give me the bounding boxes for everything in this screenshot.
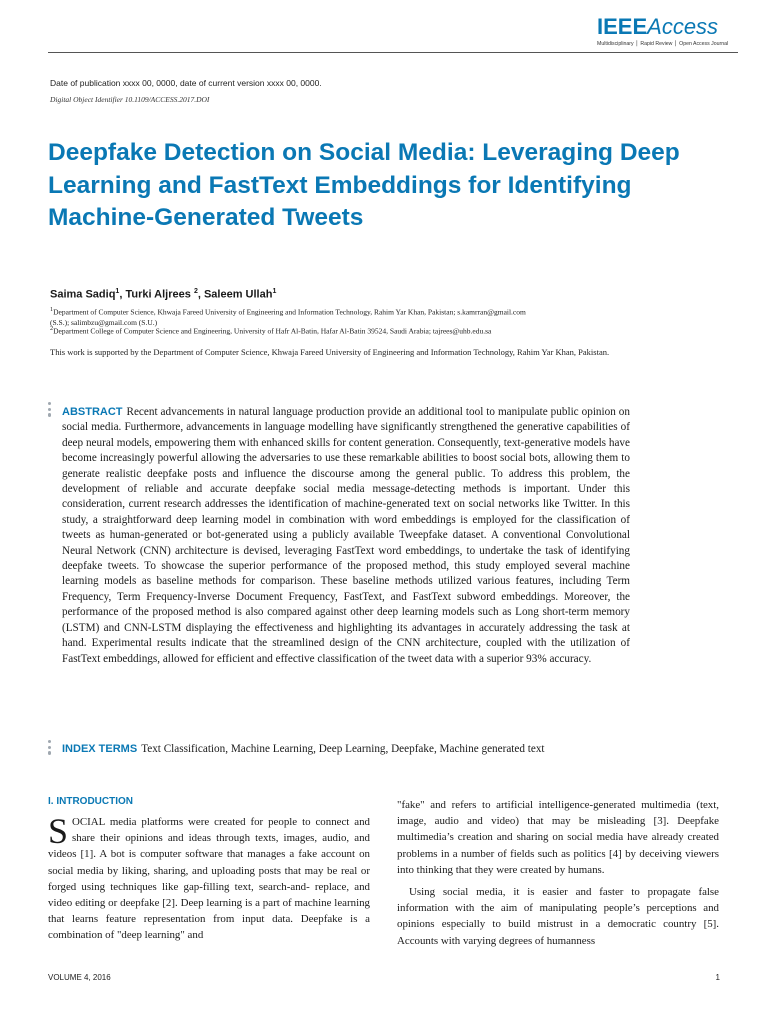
footer-page-number: 1: [715, 973, 720, 982]
index-terms-marker-icon: [48, 740, 52, 757]
logo-access: Access: [647, 14, 719, 39]
abstract-text: Recent advancements in natural language production provide an additional tool to manipulate public opinion on social media. Furthermore, advancements in language modelling have significantly strengthened the generative capabilities of deep neural models, empowering them with enhanced skills for content generation. Consequently, text-generative models have become increasingly powerful allowing the adversaries to use these remarkable abilities to boost social bots, allowing them to generate realistic deepfake posts and influence the discourse among the general public. To address this problem, the development of reliable and accurate deepfake social media message-detecting methods is important. Under this consideration, current research addresses the identification of machine-generated text on social networks like Twitter. In this study, a straightforward deep learning model in combination with word embeddings is employed for the classification of tweets as human-generated or bot-generated using a publicly available Tweepfake dataset. A conventional Convolutional Neural Network (CNN) architecture is devised, leveraging FastText word embeddings, to undertake the task of identifying deepfake tweets. To showcase the superior performance of the proposed method, this study employed several machine learning models as baseline methods for comparison. These baseline methods utilized various features, including Term Frequency, Term Frequency-Inverse Document Frequency, FastText, and FastText subword embeddings. Moreover, the performance of the proposed method is also compared against other deep learning models such as Long short-term memory (LSTM) and CNN-LSTM displaying the effectiveness and highlighting its advantages in accurately addressing the task at hand. Experimental results indicate that the streamlined design of the CNN architecture, coupled with the utilization of FastText embeddings, allowed for efficient and effective classification of the tweet data with a superior 93% accuracy.: [62, 406, 630, 665]
affiliation-text: Department College of Computer Science and Engineering, University of Hafr Al-Batin, Hafar Al-Batin 39524, Saudi Arabia; tajrees@uhb.edu.sa: [53, 326, 492, 336]
affiliation-text-continued: (S.S.); salimbzu@gmail.com (S.U.): [50, 317, 158, 327]
section-heading: I. INTRODUCTION: [48, 796, 133, 807]
index-terms: [62, 742, 662, 757]
intro-paragraph-text: OCIAL media platforms were created for people to connect and share their opinions and ideas through texts, images, audio, and videos [1]. A bot is computer software that manages a fake account on social media by liking, sharing, and uploading posts that may be real or forged using techniques like gap-filling text, search-and- replace, and video editing or deepfake [2]. Deep learning is a part of machine learning that learns feature representation from input data. Deepfake is a combination of "deep learning" and: [48, 816, 370, 942]
paper-title: Deepfake Detection on Social Media: Leveraging Deep Learning and FastText Embeddings for Identifying Machine-Generated Tweets: [48, 139, 680, 231]
index-terms-label: INDEX TERMS: [62, 743, 138, 755]
index-terms-text: Text Classification, Machine Learning, Deep Learning, Deepfake, Machine generated text: [141, 743, 545, 755]
author-name: Saleem Ullah: [203, 288, 273, 301]
body-paragraph: Using social media, it is easier and faster to propagate false information with the aim of manipulating people’s perceptions and opinions especially to build mistrust in a democratic country [5]. Accounts with varying degrees of humanness: [397, 886, 719, 947]
author-separator: ,: [119, 288, 126, 301]
abstract-label: ABSTRACT: [62, 406, 123, 418]
body-column-right: [397, 797, 719, 949]
author-affiliation-marker: 1: [272, 288, 277, 295]
author-list: [50, 288, 276, 301]
footer-volume: VOLUME 4, 2016: [48, 973, 111, 982]
doi-line: Digital Object Identifier 10.1109/ACCESS.2017.DOI: [50, 95, 210, 104]
abstract: [62, 405, 630, 667]
intro-paragraph: [48, 811, 370, 944]
body-paragraph: "fake" and refers to artificial intelligence-generated multimedia (text, image, audio and video) that may be misleading [3]. Deepfake multimedia’s creation and sharing on social media have already created problems in a number of fields such as politics [4] by deceiving viewers into thinking that they were created by humans.: [397, 799, 719, 876]
logo-ieee: IEEE: [597, 14, 648, 39]
author-affiliation-marker: 2: [193, 288, 198, 295]
author-separator: ,: [197, 288, 204, 301]
affiliation-marker: 1: [50, 306, 54, 313]
logo-tagline: Multidisciplinary ⎪ Rapid Review ⎪ Open Access Journal: [597, 41, 729, 47]
logo-wordmark: [597, 16, 737, 38]
author-name: Turki Aljrees: [125, 288, 194, 301]
body-column-left: [48, 811, 370, 944]
publication-date-line: Date of publication xxxx 00, 0000, date of current version xxxx 00, 0000.: [50, 78, 322, 88]
funding-note: This work is supported by the Department of Computer Science, Khwaja Fareed University of Engineering and Information Technology, Rahim Yar Khan, Pakistan.: [50, 347, 610, 357]
affiliation-2: [50, 324, 491, 337]
dropcap-letter: S: [48, 811, 69, 851]
affiliation-marker: 2: [50, 325, 54, 332]
affiliation-text: Department of Computer Science, Khwaja Fareed University of Engineering and Information Technology, Rahim Yar Khan, Pakistan; s.kamrran@gmail.com: [53, 307, 526, 317]
abstract-marker-icon: [48, 402, 52, 419]
author-name: Saima Sadiq: [50, 288, 116, 301]
author-affiliation-marker: 1: [115, 288, 120, 295]
ieee-access-logo: [597, 16, 737, 50]
header-rule: [48, 52, 738, 53]
